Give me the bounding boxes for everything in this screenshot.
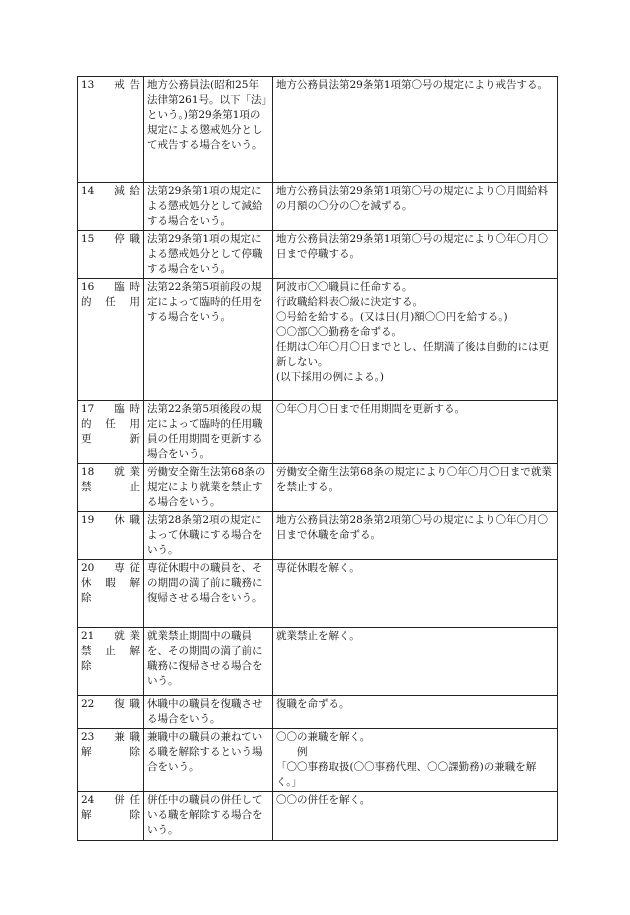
item-label-line: 15 停職 <box>81 233 140 245</box>
notice-text-line: 行政職給料表〇級に決定する。 <box>276 296 423 308</box>
notice-text-line: 労働安全衛生法第68条の規定により〇年〇月〇日まで就業を禁止する。 <box>276 466 552 493</box>
notice-text-line: 任期は〇年〇月〇日までとし、任期満了後は自動的には更新しない。 <box>276 341 549 368</box>
table-row <box>78 696 558 729</box>
condition-cell: 兼職中の職員の兼ねている職を解除するという場合をいう。 <box>144 729 273 792</box>
notice-text-line: 〇〇部〇〇勤務を命ずる。 <box>276 326 402 338</box>
condition-cell: 地方公務員法(昭和25年法律第261号。以下「法」という。)第29条第1項の規定による懲戒処分として戒告する場合をいう。 <box>144 77 273 183</box>
condition-cell: 労働安全衛生法第68条の規定により就業を禁止する場合をいう。 <box>144 464 273 512</box>
notice-text-cell <box>273 560 558 628</box>
notice-text-cell <box>273 231 558 279</box>
notice-text-line: 地方公務員法第29条第1項第〇号の規定により〇年〇月〇日まで停職する。 <box>276 233 549 260</box>
notice-text-cell <box>273 792 558 841</box>
notice-text-cell <box>273 77 558 183</box>
notice-text-cell <box>273 628 558 696</box>
item-cell <box>78 560 144 628</box>
table-row <box>78 77 558 183</box>
item-label-line: 除 <box>81 660 92 672</box>
item-label-line: 20 専従 <box>81 562 140 574</box>
notice-text-cell <box>273 183 558 231</box>
item-label-line: 22 復職 <box>81 698 140 710</box>
notice-text-cell <box>273 279 558 401</box>
item-cell <box>78 512 144 560</box>
item-cell <box>78 279 144 401</box>
item-label-line: 23 兼職 <box>81 731 140 743</box>
notice-text-line: 地方公務員法第29条第1項第〇号の規定により〇月間給料の月額の〇分の〇を減ずる。 <box>276 185 549 212</box>
item-cell <box>78 183 144 231</box>
item-label-line: 解除 <box>81 746 140 758</box>
notice-text-line: 地方公務員法第29条第1項第〇号の規定により戒告する。 <box>276 79 549 91</box>
item-label-line: 14 減給 <box>81 185 140 197</box>
item-label-line: 24 併任 <box>81 794 140 806</box>
item-label-line: 21 就業 <box>81 630 140 642</box>
notice-text-line: 「〇〇事務取扱(〇〇事務代理、〇〇課勤務)の兼職を解く。」 <box>276 761 537 788</box>
item-cell <box>78 77 144 183</box>
notice-text-line: 復職を命ずる。 <box>276 698 350 710</box>
item-cell <box>78 696 144 729</box>
notice-text-cell <box>273 464 558 512</box>
item-label-line: 16 臨時 <box>81 281 140 293</box>
item-label-line: 禁止解 <box>81 645 140 657</box>
item-label-line: 解除 <box>81 809 140 821</box>
item-cell <box>78 729 144 792</box>
condition-cell: 法第29条第1項の規定による懲戒処分として停職する場合をいう。 <box>144 231 273 279</box>
notice-text-line: (以下採用の例による。) <box>276 371 384 383</box>
item-cell <box>78 628 144 696</box>
table-body <box>78 77 558 841</box>
condition-cell: 法第29条第1項の規定による懲戒処分として減給する場合をいう。 <box>144 183 273 231</box>
condition-cell: 休職中の職員を復職させる場合をいう。 <box>144 696 273 729</box>
notice-text-line: 例 <box>297 746 308 758</box>
item-label-line: 18 就業 <box>81 466 140 478</box>
item-label-line: 13 戒告 <box>81 79 140 91</box>
item-cell <box>78 401 144 464</box>
notice-text-cell <box>273 401 558 464</box>
table-row <box>78 729 558 792</box>
notice-text-line: 〇号給を給する。(又は日(月)額〇〇円を給する。) <box>276 311 508 323</box>
item-cell <box>78 464 144 512</box>
table-row <box>78 464 558 512</box>
personnel-action-table <box>77 76 558 841</box>
condition-cell: 就業禁止期間中の職員を、その期間の満了前に職務に復帰させる場合をいう。 <box>144 628 273 696</box>
table-row <box>78 401 558 464</box>
item-label-line: 17 臨時 <box>81 403 140 415</box>
condition-cell: 法第28条第2項の規定によって休職にする場合をいう。 <box>144 512 273 560</box>
notice-text-line: 就業禁止を解く。 <box>276 630 360 642</box>
condition-cell: 法第22条第5項前段の規定によって臨時的任用をする場合をいう。 <box>144 279 273 401</box>
notice-text-cell <box>273 512 558 560</box>
item-label-line: 的任用 <box>81 418 140 430</box>
item-label-line: 休暇解 <box>81 577 140 589</box>
item-cell <box>78 231 144 279</box>
table-row <box>78 279 558 401</box>
item-label-line: 更新 <box>81 433 140 445</box>
notice-text-cell <box>273 696 558 729</box>
condition-cell: 法第22条第5項後段の規定によって臨時的任用職員の任用期間を更新する場合をいう。 <box>144 401 273 464</box>
document-page <box>77 76 557 841</box>
notice-text-line: 阿波市〇〇職員に任命する。 <box>276 281 413 293</box>
notice-text-cell <box>273 729 558 792</box>
notice-text-line: 〇〇の兼職を解く。 <box>276 731 371 743</box>
notice-text-line: 〇年〇月〇日まで任用期間を更新する。 <box>276 403 465 415</box>
table-row <box>78 560 558 628</box>
table-row <box>78 628 558 696</box>
item-cell <box>78 792 144 841</box>
notice-text-line: 地方公務員法第28条第2項第〇号の規定により〇年〇月〇日まで休職を命ずる。 <box>276 514 549 541</box>
item-label-line: 除 <box>81 592 92 604</box>
table-row <box>78 512 558 560</box>
notice-text-line: 〇〇の併任を解く。 <box>276 794 371 806</box>
table-row <box>78 183 558 231</box>
item-label-line: 禁止 <box>81 481 140 493</box>
condition-cell: 専従休暇中の職員を、その期間の満了前に職務に復帰させる場合をいう。 <box>144 560 273 628</box>
notice-text-line: 専従休暇を解く。 <box>276 562 360 574</box>
item-label-line: 19 休職 <box>81 514 140 526</box>
table-row <box>78 792 558 841</box>
condition-cell: 併任中の職員の併任している職を解除する場合をいう。 <box>144 792 273 841</box>
item-label-line: 的任用 <box>81 296 140 308</box>
table-row <box>78 231 558 279</box>
